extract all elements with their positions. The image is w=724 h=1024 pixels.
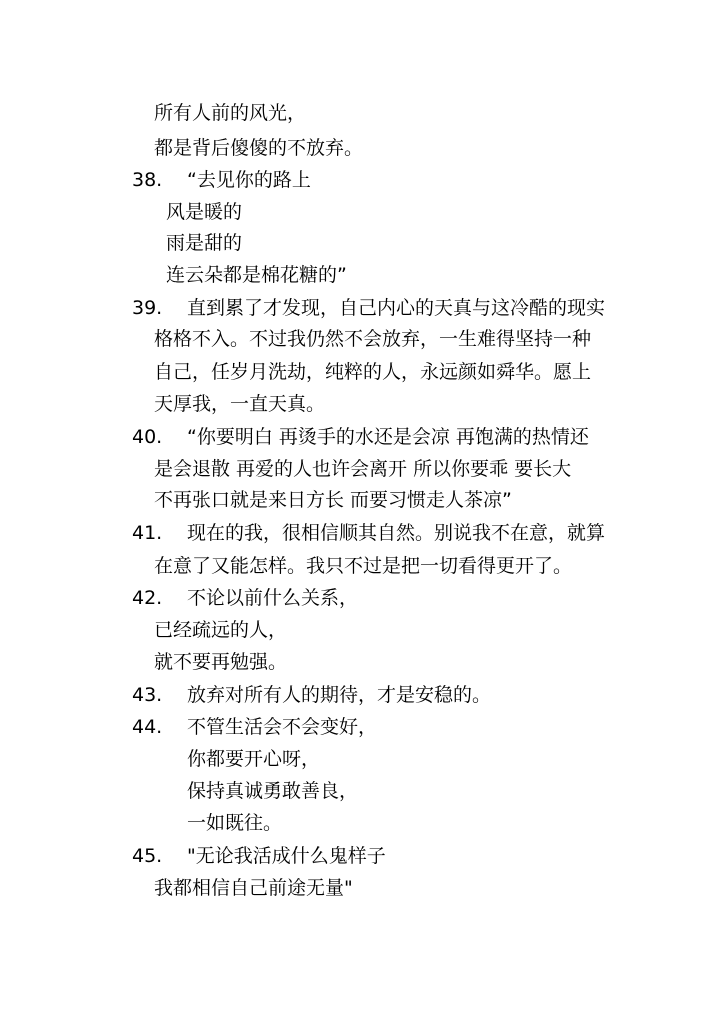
item-line: 格格不入。不过我仍然不会放弃，一生难得坚持一种 <box>154 328 592 350</box>
item-line: "无论我活成什么鬼样子 <box>187 845 386 867</box>
item-line: 我都相信自己前途无量" <box>154 877 353 899</box>
item-line: 就不要再勉强。 <box>154 651 288 673</box>
item-line: 在意了又能怎样。我只不过是把一切看得更开了。 <box>154 555 573 577</box>
item-line: 你都要开心呀， <box>187 748 321 770</box>
item-line: 不管生活会不会变好， <box>187 716 378 738</box>
item-line: 现在的我，很相信顺其自然。别说我不在意，就算 <box>187 522 606 544</box>
intro-line: 所有人前的风光， <box>154 102 307 124</box>
item-line: “你要明白 再烫手的水还是会凉 再饱满的热情还 <box>187 426 589 448</box>
item-number: 41. <box>132 522 163 544</box>
item-number: 42. <box>132 587 163 609</box>
item-line: 雨是甜的 <box>166 232 243 254</box>
item-line: 连云朵都是棉花糖的” <box>166 264 347 286</box>
item-line: 是会退散 再爱的人也许会离开 所以你要乖 要长大 <box>154 458 572 480</box>
item-number: 38. <box>132 169 163 191</box>
item-number: 45. <box>132 845 163 867</box>
item-line: 放弃对所有人的期待，才是安稳的。 <box>187 684 492 706</box>
item-number: 39. <box>132 297 163 319</box>
item-line: 不再张口就是来日方长 而要习惯走人茶凉” <box>154 489 512 511</box>
item-line: 自己，任岁月洗劫，纯粹的人，永远颜如舜华。愿上 <box>154 361 592 383</box>
item-line: 不论以前什么关系， <box>187 587 359 609</box>
intro-line: 都是背后傻傻的不放弃。 <box>154 137 364 159</box>
item-line: 已经疏远的人， <box>154 619 288 641</box>
item-number: 44. <box>132 716 163 738</box>
item-number: 40. <box>132 426 163 448</box>
item-line: “去见你的路上 <box>187 169 311 191</box>
item-line: 风是暖的 <box>166 201 243 223</box>
item-line: 天厚我，一直天真。 <box>154 393 326 415</box>
item-line: 一如既往。 <box>187 812 283 834</box>
item-line: 直到累了才发现，自己内心的天真与这冷酷的现实 <box>187 297 606 319</box>
item-number: 43. <box>132 684 163 706</box>
item-line: 保持真诚勇敢善良， <box>187 780 359 802</box>
